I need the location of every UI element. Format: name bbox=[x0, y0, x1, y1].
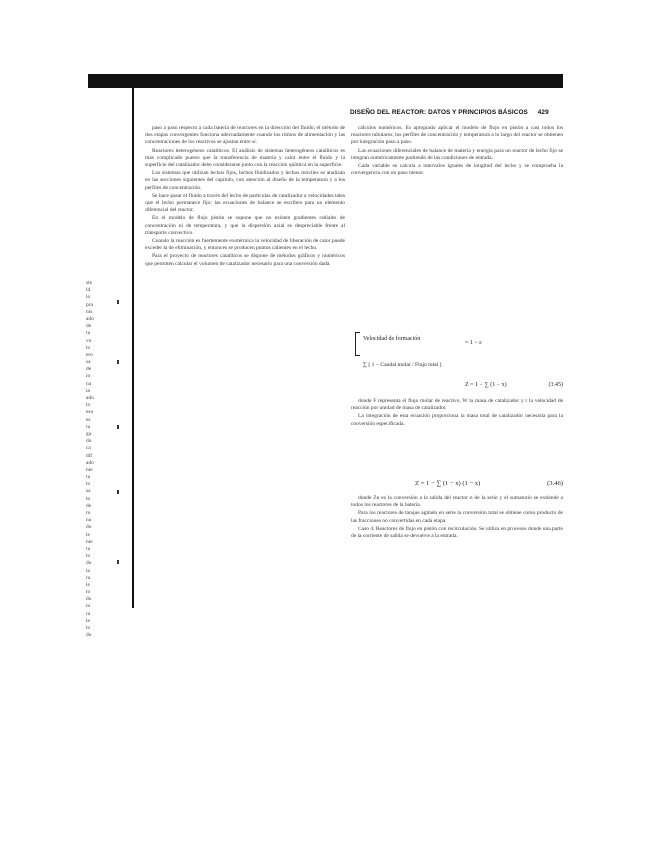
margin-fragment: ta bbox=[86, 567, 90, 574]
margin-fragment: ero bbox=[86, 351, 93, 358]
margin-fragment: do bbox=[86, 632, 92, 639]
paragraph: Los sistemas que utilizan lechos fijos, lechos fluidizados y lechos móviles se analizan en las secciones siguientes del capítulo, con atención al diseño de la temperatura y a los perfiles de concentración. bbox=[145, 170, 345, 191]
margin-fragment: na bbox=[86, 517, 92, 524]
margin-fragment: ra bbox=[86, 545, 91, 552]
margin-fragment: do bbox=[86, 438, 92, 445]
margin-fragment: lo bbox=[86, 344, 91, 351]
equation-sum: ∑ [ 1 − Caudal molar / Flujo total ] bbox=[363, 362, 442, 368]
paragraph: La integración de esta ecuación proporciona la masa total de catalizador necesaria para la conversión especificada. bbox=[351, 413, 563, 427]
margin-fragment: sa bbox=[86, 488, 91, 495]
margin-fragment: do bbox=[86, 560, 92, 567]
margin-fragment: lo bbox=[86, 402, 91, 409]
margin-fragment: lo bbox=[86, 589, 91, 596]
paragraph: Para los reactores de tanque agitado en serie la conversión total se obtiene como producto de las fracciones no convertidas en cada etapa. bbox=[351, 510, 563, 524]
margin-fragment: ld bbox=[86, 287, 91, 294]
margin-fragment: eso bbox=[86, 409, 94, 416]
right-text-column-bottom bbox=[351, 495, 563, 615]
margin-fragment: ga bbox=[86, 430, 92, 437]
margin-fragment: pra bbox=[86, 301, 93, 308]
margin-fragment: na bbox=[86, 380, 92, 387]
margin-fragment: ra bbox=[86, 330, 91, 337]
margin-fragment: io bbox=[86, 373, 91, 380]
margin-fragment: le bbox=[86, 581, 90, 588]
equation-number: (3.45) bbox=[548, 382, 563, 388]
equation-block bbox=[355, 332, 563, 396]
margin-fragment: le bbox=[86, 617, 90, 624]
right-text-column-mid bbox=[351, 398, 563, 478]
margin-fragment: ste bbox=[86, 280, 92, 286]
paragraph: Se hace pasar el fluido a través del lecho de partículas de catalizador a velocidades tales que el lecho permanece fijo; las ecuaciones de balance se escriben para un elemento diferencial del reactor. bbox=[145, 192, 345, 214]
right-text-column-top bbox=[351, 125, 563, 330]
gutter-line bbox=[132, 88, 134, 608]
binding-marks bbox=[117, 300, 121, 600]
paragraph: Cuando la reacción es fuertemente exotérmica la velocidad de liberación de calor puede exceder la de eliminación, y entonces se producen puntos calientes en el lecho. bbox=[145, 238, 345, 252]
margin-fragment: ra bbox=[86, 474, 91, 481]
margin-fragment: ra bbox=[86, 423, 91, 430]
margin-fragment: nte bbox=[86, 538, 93, 545]
running-head-title: DISEÑO DEL REACTOR: DATOS Y PRINCIPIOS BÁSICOS bbox=[350, 109, 528, 116]
equation-label: Velocidad de formación bbox=[363, 336, 421, 342]
margin-fragment: lo bbox=[86, 294, 91, 301]
paragraph: Cada variable se calcula a intervalos iguales de longitud del lecho y se comprueba la convergencia con un paso menor. bbox=[351, 163, 563, 177]
margin-fragment: do bbox=[86, 524, 92, 531]
adjacent-page-bleed bbox=[86, 280, 112, 640]
margin-fragment: lo bbox=[86, 553, 91, 560]
margin-fragment: dif bbox=[86, 452, 92, 459]
margin-fragment: ro bbox=[86, 510, 91, 516]
margin-fragment: ado bbox=[86, 315, 94, 322]
equation-2: Z = 1 − ∑ (1 − x) bbox=[465, 382, 507, 388]
equation-block-2 bbox=[355, 476, 563, 494]
paragraph: Las ecuaciones diferenciales de balance de materia y energía para un reactor de lecho fijo se integran numéricamente partiendo de las condiciones de entrada. bbox=[351, 147, 563, 161]
margin-fragment: ca bbox=[86, 445, 91, 452]
margin-fragment: de bbox=[86, 323, 92, 330]
paragraph: paso a paso respecto a cada batería de reactores en la dirección del fluido; el método de dos etapas convergentes funciona adecuadamente cuando los ritmos de alimentación y las concentraciones de los reactivos se ajustan entre sí. bbox=[145, 125, 345, 146]
margin-fragment: do bbox=[86, 596, 92, 603]
margin-fragment: vo bbox=[86, 337, 92, 344]
margin-fragment: ta bbox=[86, 603, 90, 610]
paragraph: Para el proyecto de reactores catalíticos se dispone de métodos gráficos y numéricos que permiten calcular el volumen de catalizador necesario para una conversión dada. bbox=[145, 253, 345, 267]
margin-fragment: ado bbox=[86, 459, 94, 466]
equation-3: Z = 1 − ∑ (1 − x) (1 − x) bbox=[415, 480, 481, 487]
running-head bbox=[350, 109, 563, 116]
margin-fragment: es bbox=[86, 416, 91, 423]
margin-fragment: de bbox=[86, 502, 92, 509]
margin-fragment: de bbox=[86, 366, 92, 373]
paragraph: donde F representa el flujo molar de reactivo, W la masa de catalizador y r la velocidad de reacción por unidad de masa de catalizador. bbox=[351, 398, 563, 412]
paragraph: cálculos numéricos. Es apropiado aplicar el modelo de flujo en pistón a casi todos los reactores tubulares; los perfiles de concentración y temperatura a lo largo del reactor se obtienen por integración paso a paso. bbox=[351, 125, 563, 146]
paragraph: donde Zn es la conversión a la salida del reactor n de la serie y el sumatorio se extiende a todos los reactores de la batería. bbox=[351, 495, 563, 509]
equation-number: (3.46) bbox=[547, 480, 563, 487]
margin-fragment: nte bbox=[86, 466, 93, 473]
margin-fragment: ado bbox=[86, 395, 94, 401]
equation-rhs: = 1 − ε bbox=[465, 340, 482, 346]
margin-fragment: ta bbox=[86, 387, 90, 394]
page-number: 429 bbox=[537, 109, 549, 116]
paragraph: Reactores heterogéneos catalíticos. El análisis de sistemas heterogéneos catalíticos es más complicado puesto que la transferencia de materia y calor entre el fluido y la superficie del catalizador debe considerarse junto con la reacción química en la superficie. bbox=[145, 147, 345, 169]
margin-fragment: nis bbox=[86, 308, 93, 315]
left-text-column bbox=[145, 125, 345, 805]
margin-fragment: ra bbox=[86, 610, 91, 617]
margin-fragment: lo bbox=[86, 481, 91, 488]
margin-fragment: lo bbox=[86, 625, 91, 631]
margin-fragment: sa bbox=[86, 359, 91, 366]
top-border-bar bbox=[88, 74, 563, 88]
margin-fragment: ra bbox=[86, 574, 91, 581]
paragraph: En el modelo de flujo pistón se supone que no existen gradientes radiales de concentración ni de temperatura, y que la dispersión axial es despreciable frente al transporte convectivo. bbox=[145, 215, 345, 236]
margin-fragment: to bbox=[86, 495, 91, 502]
margin-fragment: le bbox=[86, 531, 90, 538]
paragraph: Caso 4. Reactores de flujo en pistón con recirculación. Se utiliza en procesos donde una parte de la corriente de salida se devuelve a la entrada. bbox=[351, 525, 563, 540]
